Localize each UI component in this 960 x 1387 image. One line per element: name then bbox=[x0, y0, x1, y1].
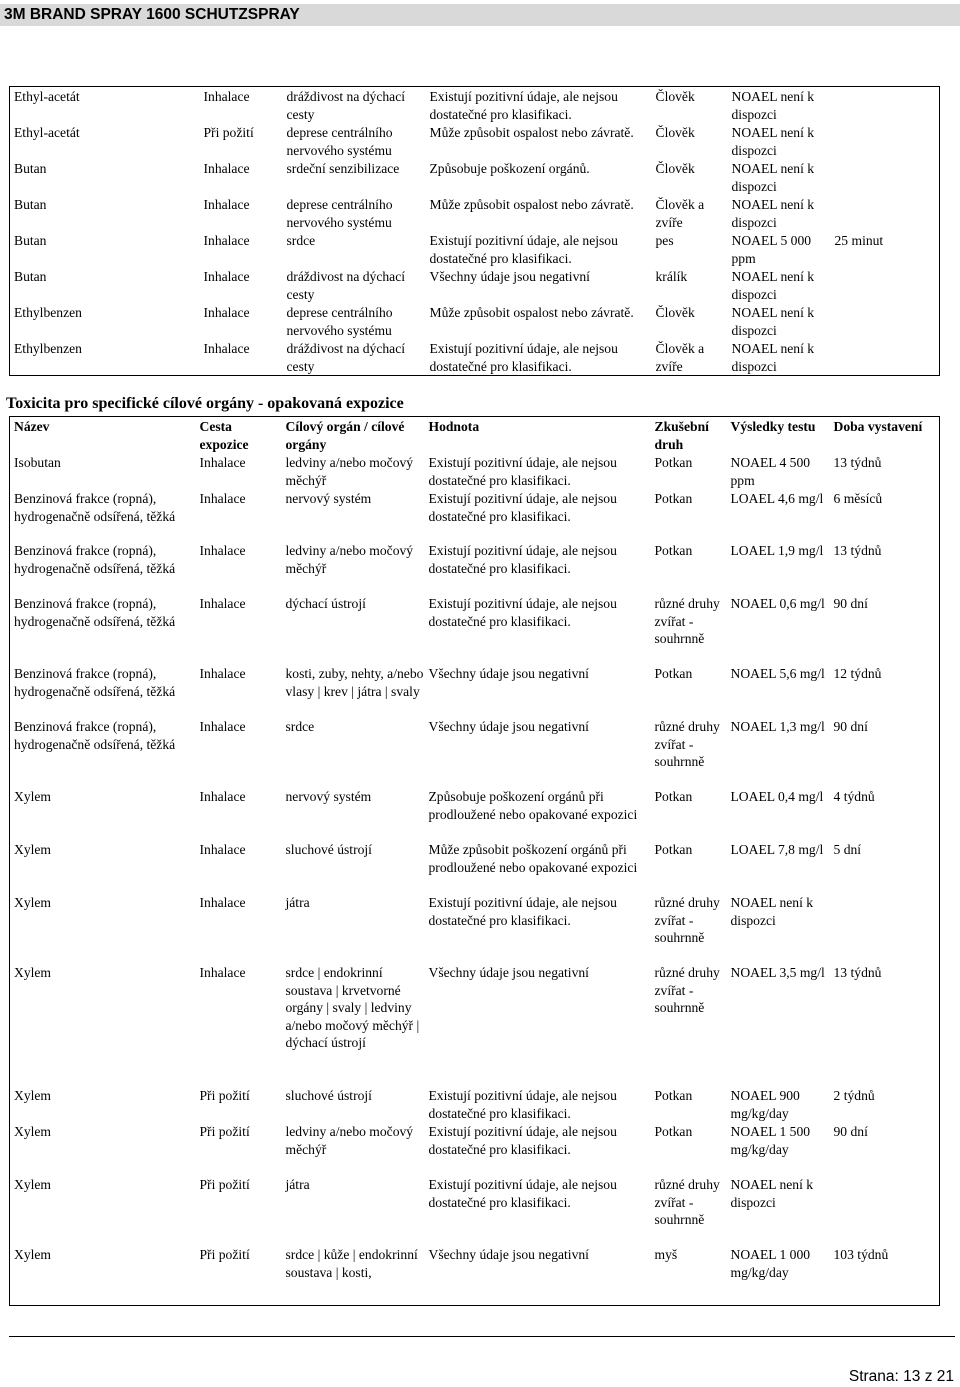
table-row bbox=[10, 123, 940, 159]
cell-duration: 5 dní bbox=[833, 842, 862, 857]
cell-route: Při požití bbox=[203, 125, 254, 140]
cell-result: NOAEL není k dispozci bbox=[731, 305, 815, 338]
header-name: Název bbox=[14, 419, 50, 434]
cell-result: NOAEL není k dispozci bbox=[731, 197, 815, 230]
cell-species: králík bbox=[655, 269, 688, 284]
cell-route: Při požití bbox=[199, 1247, 250, 1262]
table-row bbox=[10, 963, 940, 1086]
cell-value: Existují pozitivní údaje, ale nejsou dostatečné pro klasifikaci. bbox=[429, 233, 618, 266]
cell-duration: 12 týdnů bbox=[833, 666, 882, 681]
cell-result: NOAEL není k dispozci bbox=[731, 341, 815, 374]
cell-species: Potkan bbox=[654, 789, 693, 804]
cell-result: LOAEL 7,8 mg/l bbox=[730, 842, 824, 857]
cell-result: LOAEL 1,9 mg/l bbox=[730, 543, 824, 558]
cell-substance: Butan bbox=[14, 233, 47, 248]
cell-substance: Benzinová frakce (ropná), hydrogenačně odsířená, těžká bbox=[14, 666, 176, 699]
table-row bbox=[10, 1086, 940, 1122]
cell-value: Existují pozitivní údaje, ale nejsou dostatečné pro klasifikaci. bbox=[428, 1088, 617, 1121]
cell-species: myš bbox=[654, 1247, 678, 1262]
cell-substance: Xylem bbox=[14, 1124, 51, 1139]
header-value: Hodnota bbox=[428, 419, 480, 434]
cell-route: Inhalace bbox=[199, 666, 246, 681]
table-row bbox=[10, 339, 940, 376]
cell-duration: 13 týdnů bbox=[833, 543, 882, 558]
cell-value: Všechny údaje jsou negativní bbox=[428, 719, 589, 734]
cell-duration bbox=[831, 267, 940, 303]
table-row bbox=[10, 893, 940, 963]
cell-substance: Ethylbenzen bbox=[14, 341, 82, 356]
page-number: Strana: 13 z 21 bbox=[848, 1368, 954, 1385]
cell-route: Při požití bbox=[199, 1088, 250, 1103]
cell-value: Všechny údaje jsou negativní bbox=[428, 1247, 589, 1262]
cell-result: NOAEL není k dispozci bbox=[730, 895, 814, 928]
acute-toxicity-table bbox=[9, 86, 940, 376]
cell-target-organ: dýchací ústrojí bbox=[285, 596, 366, 611]
cell-species: různé druhy zvířat - souhrnně bbox=[654, 1177, 720, 1227]
table-row bbox=[10, 664, 940, 717]
cell-value: Existují pozitivní údaje, ale nejsou dostatečné pro klasifikaci. bbox=[428, 1177, 617, 1210]
table-row bbox=[10, 717, 940, 787]
cell-duration bbox=[831, 87, 940, 124]
cell-route: Inhalace bbox=[199, 965, 246, 980]
cell-species: různé druhy zvířat - souhrnně bbox=[654, 719, 720, 769]
cell-duration: 90 dní bbox=[833, 719, 868, 734]
header-duration: Doba vystavení bbox=[833, 419, 923, 434]
cell-target-organ: srdce | endokrinní soustava | krvetvorné orgány | svaly | ledviny a/nebo močový měchýř | dýchací ústrojí bbox=[285, 965, 420, 1050]
cell-result: NOAEL není k dispozci bbox=[731, 89, 815, 122]
cell-target-organ: sluchové ústrojí bbox=[285, 842, 372, 857]
cell-substance: Benzinová frakce (ropná), hydrogenačně odsířená, těžká bbox=[14, 491, 176, 524]
header-target-organ: Cílový orgán / cílové orgány bbox=[285, 419, 405, 452]
cell-substance: Xylem bbox=[14, 1247, 51, 1262]
table-row bbox=[10, 1245, 940, 1305]
cell-target-organ: ledviny a/nebo močový měchýř bbox=[285, 1124, 414, 1157]
cell-value: Může způsobit ospalost nebo závratě. bbox=[429, 197, 634, 212]
cell-duration: 2 týdnů bbox=[833, 1088, 875, 1103]
cell-result: LOAEL 4,6 mg/l bbox=[730, 491, 824, 506]
cell-duration bbox=[831, 123, 940, 159]
cell-substance: Butan bbox=[14, 161, 47, 176]
header-route: Cesta expozice bbox=[199, 419, 249, 452]
cell-route: Inhalace bbox=[203, 269, 250, 284]
cell-duration bbox=[831, 303, 940, 339]
cell-target-organ: srdce bbox=[285, 719, 315, 734]
footer-divider bbox=[9, 1336, 955, 1337]
cell-result: LOAEL 0,4 mg/l bbox=[730, 789, 824, 804]
table-row bbox=[10, 787, 940, 840]
cell-route: Inhalace bbox=[203, 161, 250, 176]
cell-route: Inhalace bbox=[199, 895, 246, 910]
cell-route: Inhalace bbox=[203, 233, 250, 248]
cell-species: Člověk a zvíře bbox=[655, 341, 705, 374]
table-row bbox=[10, 303, 940, 339]
cell-target-organ: ledviny a/nebo močový měchýř bbox=[285, 543, 414, 576]
cell-target-organ: nervový systém bbox=[285, 491, 372, 506]
cell-duration bbox=[831, 195, 940, 231]
cell-target-organ: deprese centrálního nervového systému bbox=[286, 197, 393, 230]
cell-route: Inhalace bbox=[199, 842, 246, 857]
cell-substance: Benzinová frakce (ropná), hydrogenačně odsířená, těžká bbox=[14, 596, 176, 629]
repeated-exposure-table bbox=[9, 416, 940, 1306]
cell-substance: Xylem bbox=[14, 1088, 51, 1103]
cell-value: Existují pozitivní údaje, ale nejsou dostatečné pro klasifikaci. bbox=[429, 341, 618, 374]
cell-species: Potkan bbox=[654, 491, 693, 506]
table-row bbox=[10, 489, 940, 541]
table-row bbox=[10, 87, 940, 124]
cell-substance: Ethyl-acetát bbox=[14, 125, 80, 140]
cell-result: NOAEL 1 500 mg/kg/day bbox=[730, 1124, 811, 1157]
cell-target-organ: srdeční senzibilizace bbox=[286, 161, 400, 176]
cell-value: Všechny údaje jsou negativní bbox=[429, 269, 590, 284]
cell-substance: Ethylbenzen bbox=[14, 305, 82, 320]
cell-substance: Benzinová frakce (ropná), hydrogenačně odsířená, těžká bbox=[14, 719, 176, 752]
cell-substance: Xylem bbox=[14, 789, 51, 804]
document-title: 3M BRAND SPRAY 1600 SCHUTZSPRAY bbox=[4, 6, 300, 23]
cell-result: NOAEL není k dispozci bbox=[731, 125, 815, 158]
cell-target-organ: nervový systém bbox=[285, 789, 372, 804]
cell-target-organ: srdce bbox=[286, 233, 316, 248]
cell-target-organ: sluchové ústrojí bbox=[285, 1088, 372, 1103]
cell-substance: Ethyl-acetát bbox=[14, 89, 80, 104]
cell-result: NOAEL 5,6 mg/l bbox=[730, 666, 825, 681]
cell-species: Potkan bbox=[654, 455, 693, 470]
cell-target-organ: srdce | kůže | endokrinní soustava | kosti, bbox=[285, 1247, 418, 1280]
cell-duration: 13 týdnů bbox=[833, 455, 882, 470]
cell-result: NOAEL není k dispozci bbox=[731, 161, 815, 194]
cell-value: Všechny údaje jsou negativní bbox=[428, 965, 589, 980]
document-header bbox=[0, 4, 960, 26]
cell-substance: Xylem bbox=[14, 842, 51, 857]
cell-route: Inhalace bbox=[199, 491, 246, 506]
cell-result: NOAEL není k dispozci bbox=[731, 269, 815, 302]
cell-species: Člověk bbox=[655, 305, 695, 320]
cell-target-organ: dráždivost na dýchací cesty bbox=[286, 341, 406, 374]
cell-result: NOAEL 1,3 mg/l bbox=[730, 719, 825, 734]
cell-substance: Xylem bbox=[14, 1177, 51, 1192]
cell-target-organ: deprese centrálního nervového systému bbox=[286, 125, 393, 158]
cell-value: Způsobuje poškození orgánů. bbox=[429, 161, 590, 176]
cell-route: Inhalace bbox=[203, 341, 250, 356]
cell-value: Může způsobit poškození orgánů při prodloužené nebo opakované expozici bbox=[428, 842, 638, 875]
cell-substance: Isobutan bbox=[14, 455, 61, 470]
cell-substance: Xylem bbox=[14, 965, 51, 980]
header-result: Výsledky testu bbox=[730, 419, 816, 434]
cell-value: Existují pozitivní údaje, ale nejsou dostatečné pro klasifikaci. bbox=[428, 543, 617, 576]
cell-duration bbox=[831, 339, 940, 376]
cell-value: Může způsobit ospalost nebo závratě. bbox=[429, 125, 634, 140]
cell-species: Potkan bbox=[654, 842, 693, 857]
cell-duration bbox=[830, 1175, 940, 1245]
cell-substance: Butan bbox=[14, 269, 47, 284]
cell-duration: 13 týdnů bbox=[833, 965, 882, 980]
table-row bbox=[10, 1122, 940, 1175]
cell-duration: 103 týdnů bbox=[833, 1247, 889, 1262]
cell-species: Člověk bbox=[655, 161, 695, 176]
cell-duration: 4 týdnů bbox=[833, 789, 875, 804]
cell-species: Člověk bbox=[655, 89, 695, 104]
cell-species: Potkan bbox=[654, 543, 693, 558]
cell-species: Potkan bbox=[654, 666, 693, 681]
cell-species: různé druhy zvířat - souhrnně bbox=[654, 596, 720, 646]
header-species: Zkušební druh bbox=[654, 419, 709, 452]
cell-value: Způsobuje poškození orgánů při prodloužené nebo opakované expozici bbox=[428, 789, 638, 822]
cell-route: Inhalace bbox=[199, 455, 246, 470]
cell-target-organ: kosti, zuby, nehty, a/nebo vlasy | krev | játra | svaly bbox=[285, 666, 424, 699]
cell-route: Při požití bbox=[199, 1177, 250, 1192]
cell-result: NOAEL 4 500 ppm bbox=[730, 455, 811, 488]
cell-result: NOAEL 900 mg/kg/day bbox=[730, 1088, 800, 1121]
cell-route: Inhalace bbox=[199, 543, 246, 558]
cell-species: pes bbox=[655, 233, 674, 248]
cell-duration: 25 minut bbox=[834, 233, 884, 248]
cell-route: Při požití bbox=[199, 1124, 250, 1139]
cell-result: NOAEL 0,6 mg/l bbox=[730, 596, 825, 611]
cell-target-organ: dráždivost na dýchací cesty bbox=[286, 269, 406, 302]
cell-route: Inhalace bbox=[203, 197, 250, 212]
cell-target-organ: ledviny a/nebo močový měchýř bbox=[285, 455, 414, 488]
cell-route: Inhalace bbox=[203, 89, 250, 104]
cell-duration: 90 dní bbox=[833, 596, 868, 611]
cell-substance: Benzinová frakce (ropná), hydrogenačně odsířená, těžká bbox=[14, 543, 176, 576]
cell-substance: Xylem bbox=[14, 895, 51, 910]
table-row bbox=[10, 231, 940, 267]
table-row bbox=[10, 840, 940, 893]
cell-duration: 90 dní bbox=[833, 1124, 868, 1139]
cell-duration bbox=[830, 893, 940, 963]
cell-value: Existují pozitivní údaje, ale nejsou dostatečné pro klasifikaci. bbox=[428, 895, 617, 928]
table-row bbox=[10, 1175, 940, 1245]
cell-duration bbox=[831, 159, 940, 195]
cell-value: Všechny údaje jsou negativní bbox=[428, 666, 589, 681]
cell-target-organ: deprese centrálního nervového systému bbox=[286, 305, 393, 338]
cell-species: Potkan bbox=[654, 1124, 693, 1139]
section-title: Toxicita pro specifické cílové orgány - opakovaná expozice bbox=[6, 395, 404, 412]
cell-species: různé druhy zvířat - souhrnně bbox=[654, 965, 720, 1015]
cell-value: Existují pozitivní údaje, ale nejsou dostatečné pro klasifikaci. bbox=[428, 455, 617, 488]
cell-value: Existují pozitivní údaje, ale nejsou dostatečné pro klasifikaci. bbox=[429, 89, 618, 122]
cell-target-organ: dráždivost na dýchací cesty bbox=[286, 89, 406, 122]
cell-result: NOAEL 5 000 ppm bbox=[731, 233, 812, 266]
cell-route: Inhalace bbox=[199, 719, 246, 734]
cell-route: Inhalace bbox=[199, 596, 246, 611]
cell-substance: Butan bbox=[14, 197, 47, 212]
cell-value: Existují pozitivní údaje, ale nejsou dostatečné pro klasifikaci. bbox=[428, 491, 617, 524]
table-row bbox=[10, 159, 940, 195]
table-header-row bbox=[10, 417, 940, 454]
cell-value: Může způsobit ospalost nebo závratě. bbox=[429, 305, 634, 320]
cell-result: NOAEL 1 000 mg/kg/day bbox=[730, 1247, 811, 1280]
cell-result: NOAEL není k dispozci bbox=[730, 1177, 814, 1210]
table-row bbox=[10, 541, 940, 594]
cell-species: Potkan bbox=[654, 1088, 693, 1103]
cell-species: Člověk bbox=[655, 125, 695, 140]
cell-result: NOAEL 3,5 mg/l bbox=[730, 965, 825, 980]
table-row bbox=[10, 195, 940, 231]
cell-value: Existují pozitivní údaje, ale nejsou dostatečné pro klasifikaci. bbox=[428, 1124, 617, 1157]
cell-route: Inhalace bbox=[199, 789, 246, 804]
table-row bbox=[10, 594, 940, 664]
table-row bbox=[10, 267, 940, 303]
cell-species: různé druhy zvířat - souhrnně bbox=[654, 895, 720, 945]
table-row bbox=[10, 453, 940, 489]
cell-target-organ: játra bbox=[285, 1177, 310, 1192]
cell-species: Člověk a zvíře bbox=[655, 197, 705, 230]
cell-route: Inhalace bbox=[203, 305, 250, 320]
cell-value: Existují pozitivní údaje, ale nejsou dostatečné pro klasifikaci. bbox=[428, 596, 617, 629]
cell-duration: 6 měsíců bbox=[833, 491, 883, 506]
cell-target-organ: játra bbox=[285, 895, 310, 910]
